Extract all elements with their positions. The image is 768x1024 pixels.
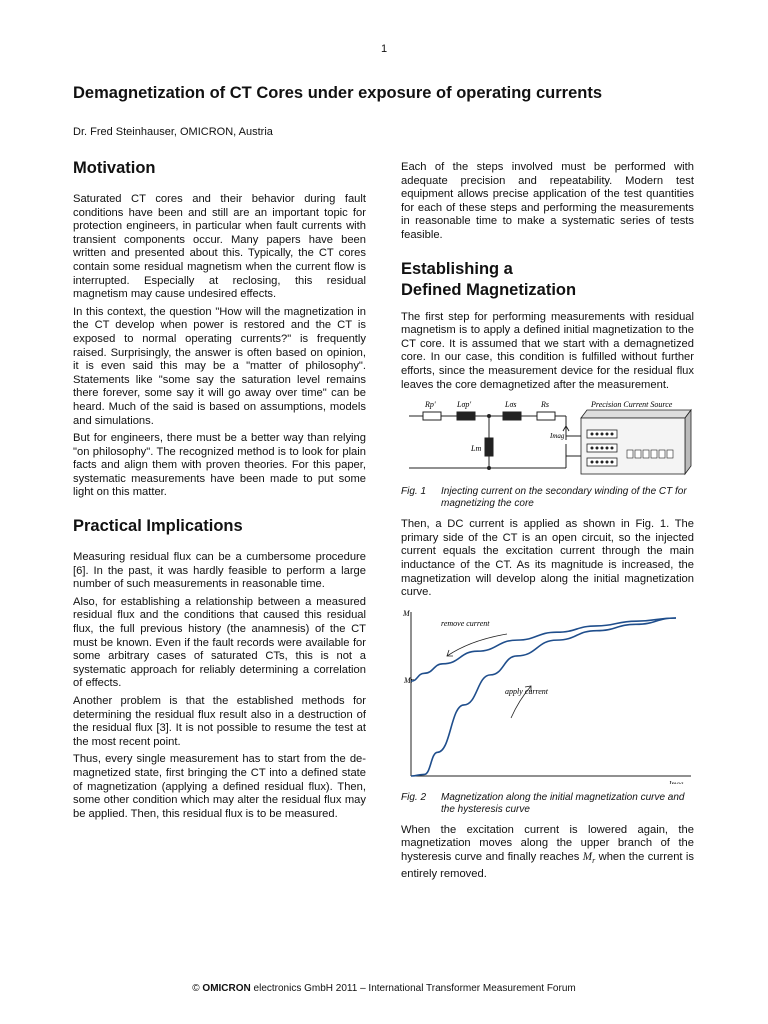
figure-1 (401, 396, 694, 510)
paragraph (401, 824, 694, 882)
axis-label-m: M (403, 608, 410, 618)
page-number: 1 (380, 43, 388, 55)
right-column (401, 161, 694, 885)
text-run: When the excitation current is lowered again, the magnetization moves along the upper branch of the hysteresis curve and finally reaches (401, 823, 694, 863)
left-column (73, 158, 366, 825)
heading-establishing (401, 259, 694, 301)
author-line: Dr. Fred Steinhauser, OMICRON, Austria (73, 126, 273, 138)
label-lsigs: Lσs (505, 400, 517, 410)
figure-2-caption (401, 792, 694, 816)
paragraph: Saturated CT cores and their behavior during fault conditions have been and still are an important topic for protection engineers, in particular when fault currents with transient components occur. Many papers have been written and presented about this. Typically, the CT cores contain some residual magnetism when the current flow is interrupted. Especially at reclosing, this residual magnetism may cause undesired effects. (73, 193, 366, 301)
label-apply-current: apply current (505, 686, 549, 696)
caption-text: Injecting current on the secondary winding of the CT for magnetizing the core (441, 486, 687, 510)
label-rs: Rs (541, 400, 549, 410)
magnetization-chart (401, 604, 694, 784)
paragraph: Also, for establishing a relationship between a measured residual flux and the conditions that caused this residual flux, the full previous history (the anamnesis) of the CT must be known. Even if the fault records were available for some arbitrary cases of saturated CTs, this is not a systematic approach for reliably determining a correlation of effects. (73, 595, 366, 690)
figure-number: Fig. 2 (401, 791, 427, 803)
subscript: r (592, 856, 596, 866)
paragraph: Another problem is that the established methods for determining the residual flux result also in a destruction of the residual flux [3]. It is not possible to resume the test at the most recent point. (73, 695, 366, 748)
label-imag: Imag (550, 432, 565, 441)
paragraph: Measuring residual flux can be a cumbersome procedure [6]. In the past, it was hardly feasible to perform a large number of such measurements in reasonable time. (73, 551, 366, 591)
paragraph: Then, a DC current is applied as shown in Fig. 1. The primary side of the CT is an open circuit, so the injected current equals the excitation current through the main inductance of the CT. As its magnitude is increased, the magnetization will develop along the initial magnetization curve. (401, 518, 694, 599)
footer (0, 983, 768, 994)
heading-line: Defined Magnetization (401, 280, 577, 299)
label-mr: Mr (404, 675, 414, 685)
heading-practical-implications: Practical Implications (73, 517, 243, 536)
text-run: when the current is entirely removed. (401, 850, 694, 880)
heading-motivation: Motivation (73, 159, 156, 177)
circuit-diagram (401, 396, 694, 478)
label-remove-current: remove current (441, 618, 490, 628)
copyright-symbol: © (192, 983, 200, 994)
label-lm: Lm (471, 444, 482, 454)
caption-text: Magnetization along the initial magnetization curve and the hysteresis curve (441, 791, 685, 815)
axis-label-imag: Imag (669, 779, 684, 784)
paragraph: In this context, the question "How will the magnetization in the CT develop when power is restored and the CT is exposed to normal operating currents?" is frequently raised. Surprisingly, the answer is often based on opinion, it is even said this may be a "matter of philosophy". Statements like "some say the saturation level remains there forever, some say it will go away over time" can be heard. Much of the said is based on assumptions, models and simulations. (73, 305, 366, 427)
paragraph: Thus, every single measurement has to start from the de-magnetized state, first bringing the CT into a defined state of magnetization (applying a defined residual flux). Then, some other condition which may alter the residual flux may be applied. Then, this residual flux is to be measured. (73, 753, 366, 820)
figure-1-caption (401, 486, 694, 510)
precision-current-source (581, 410, 691, 474)
figure-number: Fig. 1 (401, 486, 427, 498)
label-rp: Rp' (425, 400, 436, 410)
direction-arrows (447, 634, 531, 718)
footer-brand: OMICRON (202, 983, 251, 994)
symbol: M (582, 850, 593, 863)
label-source: Precision Current Source (591, 400, 673, 410)
figure-2 (401, 604, 694, 816)
label-lsigp: Lσp' (457, 400, 472, 410)
symbol-mr (582, 850, 596, 866)
paragraph: The first step for performing measurements with residual magnetism is to apply a defined initial magnetization to the CT core. It is assumed that we start with a demagnetized core. In our case, this condition is fulfilled without further efforts, since the measurement device for the residual flux leaves the core demagnetized after the measurement. (401, 310, 694, 391)
paragraph: Each of the steps involved must be performed with adequate precision and repeatability. Modern test equipment allows precise application of the test quantities for each of these steps and performing the measurements in reasonable time to make a systematic series of tests feasible. (401, 161, 694, 241)
series-apply-current (411, 618, 676, 776)
footer-text: electronics GmbH 2011 – International Transformer Measurement Forum (250, 983, 576, 994)
heading-line: Establishing a (401, 259, 513, 278)
paragraph: But for engineers, there must be a better way than relying "on philosophy". The recognized method is to look for plain facts and align them with proven theories. For this paper, systematic measurements have been made to put some light on this matter. (73, 432, 366, 499)
paper-title: Demagnetization of CT Cores under exposure of operating currents (73, 84, 602, 102)
